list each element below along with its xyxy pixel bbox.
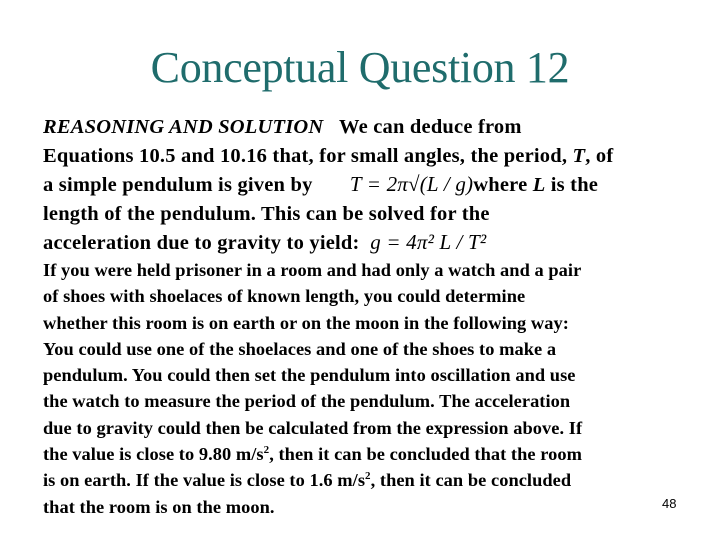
text-line: , then it can be concluded that the room	[269, 444, 582, 465]
text-line: is the	[545, 174, 599, 197]
text-line: If you were held prisoner in a room and had only a watch and a pair	[43, 260, 582, 280]
text-line: the value is close to 9.80 m/s	[43, 444, 264, 465]
text-line: length of the pendulum. This can be solved for the	[43, 202, 490, 225]
text-line: a simple pendulum is given by	[43, 174, 313, 197]
gravity-equation: g = 4π² L / T²	[370, 230, 487, 255]
text-line: where	[473, 174, 533, 197]
text-line: pendulum. You could then set the pendulum into oscillation and use	[43, 365, 576, 386]
text-line: Equations 10.5 and 10.16 that, for small angles, the period,	[43, 144, 573, 167]
section-label: REASONING AND SOLUTION	[43, 116, 324, 138]
page-number: 48	[662, 496, 677, 511]
text-line: due to gravity could then be calculated from the expression above. If	[43, 417, 583, 438]
text-line: whether this room is on earth or on the moon in the following way:	[43, 312, 569, 333]
variable-t: T	[572, 144, 586, 167]
reasoning-paragraph	[43, 113, 713, 258]
text-line: , of	[585, 144, 614, 167]
text-line: You could use one of the shoelaces and one of the shoes to make a	[43, 338, 557, 359]
text-line: that the room is on the moon.	[43, 496, 275, 517]
text-line: , then it can be concluded	[370, 470, 572, 491]
variable-l: L	[532, 174, 546, 197]
superscript: 2	[263, 443, 270, 456]
slide-title: Conceptual Question 12	[150, 43, 570, 92]
text-line: We can deduce from	[339, 116, 522, 138]
period-equation: T = 2π√(L / g)	[349, 172, 474, 197]
text-line: is on earth. If the value is close to 1.6 m/s	[43, 470, 366, 491]
text-line: the watch to measure the period of the pendulum. The acceleration	[43, 391, 571, 412]
explanation-paragraph	[43, 257, 713, 520]
superscript: 2	[365, 470, 371, 483]
text-line: of shoes with shoelaces of known length, you could determine	[43, 286, 526, 307]
text-line: acceleration due to gravity to yield:	[43, 232, 360, 255]
